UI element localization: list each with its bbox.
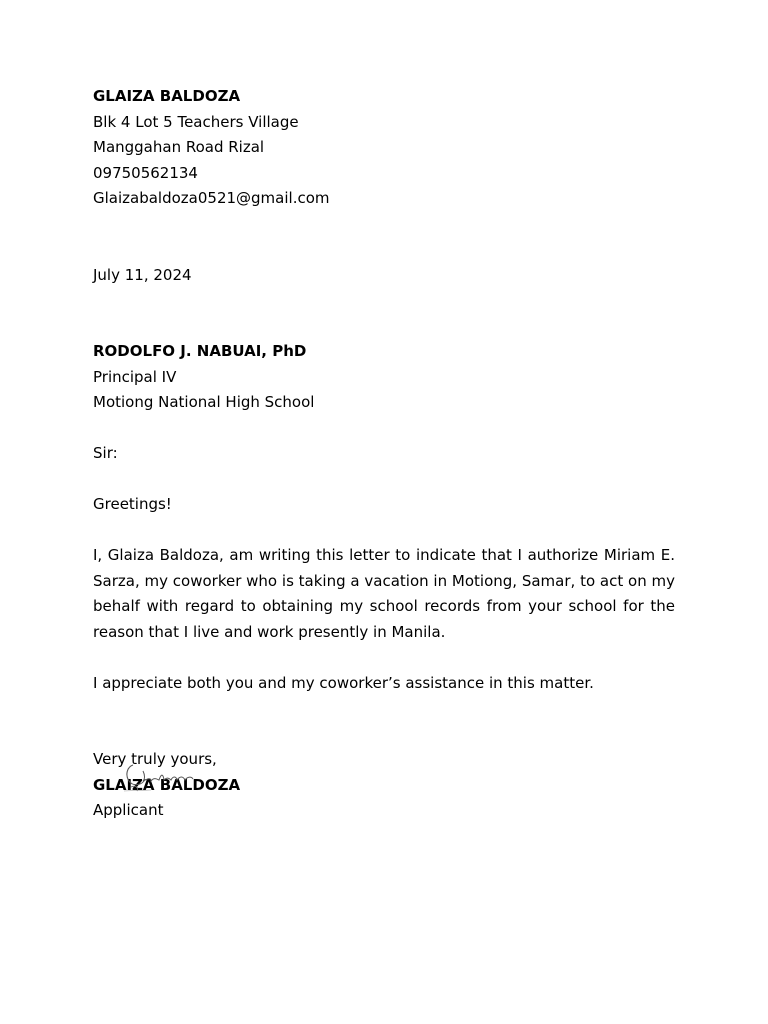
sender-email: Glaizabaldoza0521@gmail.com (93, 189, 330, 207)
sender-address-line1: Blk 4 Lot 5 Teachers Village (93, 112, 299, 131)
sender-address-line2: Manggahan Road Rizal (93, 138, 265, 156)
recipient-name: RODOLFO J. NABUAI, PhD (93, 342, 307, 360)
greeting: Greetings! (93, 495, 172, 513)
body-paragraph-2: I appreciate both you and my coworker’s assistance in this matter. (93, 673, 594, 692)
recipient-title: Principal IV (93, 367, 177, 386)
signatory-name: GLAIZA BALDOZA (93, 775, 241, 794)
sender-phone: 09750562134 (93, 163, 198, 182)
letter-date: July 11, 2024 (93, 265, 192, 284)
sender-name: GLAIZA BALDOZA (93, 87, 241, 105)
handwritten-signature (121, 761, 201, 797)
salutation: Sir: (93, 444, 118, 462)
letter (93, 84, 675, 824)
body-paragraph-1: I, Glaiza Baldoza, am writing this letter to indicate that I authorize Miriam E. Sarza, my coworker who is taking a vacation in Motiong, Samar, to act on my behalf with regard to obtaining my school records from your school for the reason that I live and work presently in Manila. (93, 546, 675, 641)
signatory-designation: Applicant (93, 801, 164, 819)
closing: Very truly yours, (93, 750, 217, 768)
recipient-school: Motiong National High School (93, 393, 315, 411)
